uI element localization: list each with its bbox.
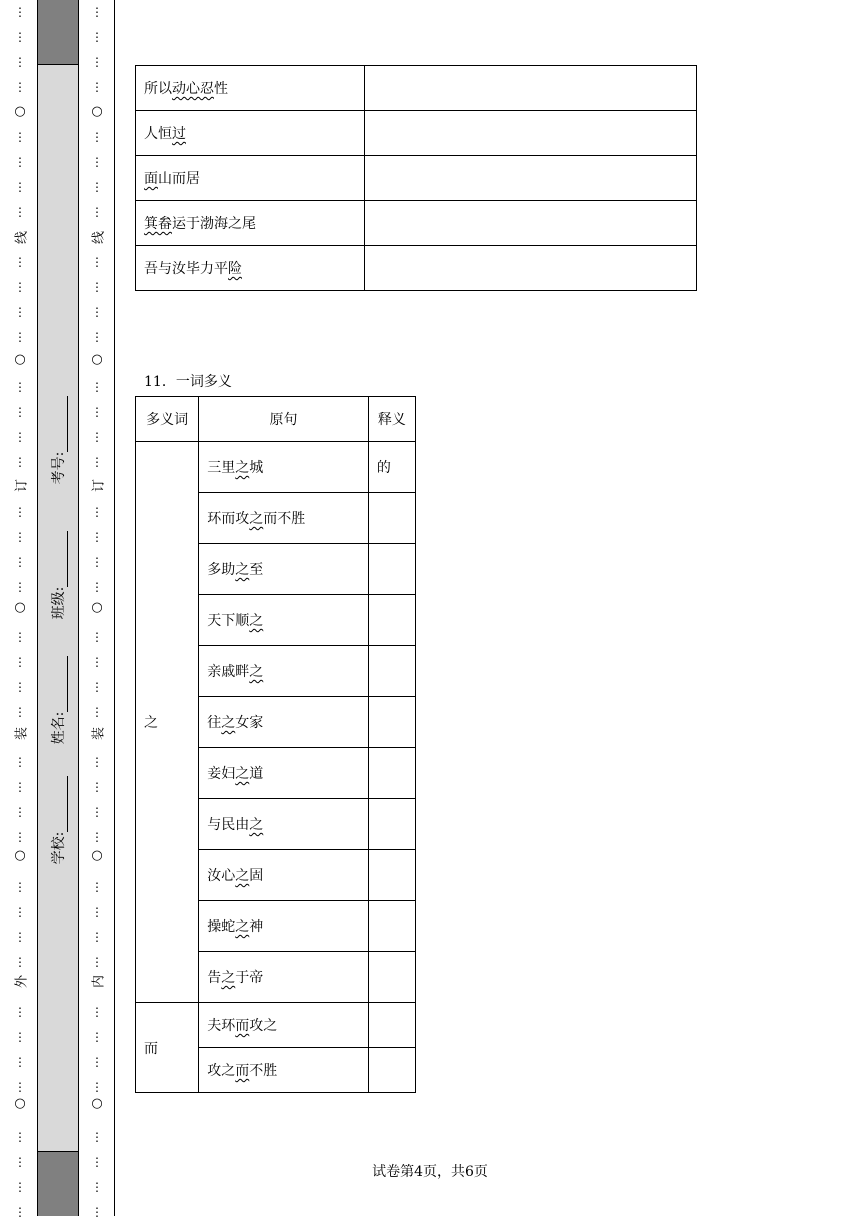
binding-mark: 线 bbox=[91, 231, 107, 245]
phrase-cell bbox=[136, 156, 365, 201]
binding-dots: ⋮ bbox=[91, 630, 103, 644]
binding-dots: ⋮ bbox=[14, 55, 26, 69]
binding-mark: 外 bbox=[14, 975, 30, 989]
emphasized-word: 之 bbox=[249, 664, 264, 680]
school-field[interactable] bbox=[48, 760, 68, 880]
binding-dots: ⋮ bbox=[14, 805, 26, 819]
binding-dots: ⋮ bbox=[91, 780, 103, 794]
binding-dots: ⋮ bbox=[91, 505, 103, 519]
word-meaning-table bbox=[135, 65, 697, 291]
phrase-text: 汝心 bbox=[207, 868, 236, 884]
binding-dots: ⋮ bbox=[14, 1005, 26, 1019]
meaning-cell[interactable] bbox=[368, 544, 415, 595]
binding-mark: 线 bbox=[14, 231, 30, 245]
binding-dots: ⋮ bbox=[91, 530, 103, 544]
outer-binding-line bbox=[0, 0, 40, 1219]
binding-dots: ⋮ bbox=[14, 705, 26, 719]
meaning-cell[interactable] bbox=[368, 748, 415, 799]
emphasized-word: 之 bbox=[235, 460, 250, 476]
phrase-text: 妾妇 bbox=[207, 766, 236, 782]
meaning-cell[interactable] bbox=[368, 493, 415, 544]
binding-mark: 装 bbox=[91, 727, 107, 741]
emphasized-word: 之 bbox=[235, 868, 250, 884]
phrase-text: 道 bbox=[249, 766, 264, 782]
binding-dots: ⋮ bbox=[14, 330, 26, 344]
binding-dots: ⋮ bbox=[14, 1030, 26, 1044]
binding-dots: ⋮ bbox=[14, 5, 26, 19]
binding-dots: ⋮ bbox=[14, 155, 26, 169]
binding-dots: ⋮ bbox=[91, 555, 103, 569]
binding-dots: ⋮ bbox=[14, 1180, 26, 1194]
sentence-cell bbox=[199, 595, 369, 646]
phrase-text: 操蛇 bbox=[207, 919, 236, 935]
field-label: 学校: bbox=[51, 831, 67, 865]
emphasized-word: 动心忍 bbox=[172, 81, 214, 97]
page-footer: 试卷第4页，共6页 bbox=[372, 1164, 488, 1180]
emphasized-word: 险 bbox=[228, 261, 242, 277]
binding-dots: ⋮ bbox=[14, 1130, 26, 1144]
emphasized-word: 之 bbox=[249, 511, 264, 527]
phrase-text: 山而居 bbox=[158, 171, 200, 187]
binding-dots: ⋮ bbox=[14, 530, 26, 544]
inner-binding-line bbox=[80, 0, 115, 1219]
field-blank[interactable] bbox=[53, 776, 68, 832]
binding-dots: ⋮ bbox=[91, 680, 103, 694]
phrase-text: 人恒 bbox=[144, 126, 172, 142]
phrase-text: 所以 bbox=[144, 81, 172, 97]
binding-dots: ⋮ bbox=[14, 280, 26, 294]
table-row bbox=[136, 442, 416, 493]
phrase-cell bbox=[136, 111, 365, 156]
phrase-text: 夫环 bbox=[207, 1018, 236, 1034]
binding-dots: ⋮ bbox=[14, 180, 26, 194]
binding-mark: 装 bbox=[14, 727, 30, 741]
binding-dots: ⋮ bbox=[14, 580, 26, 594]
sentence-cell bbox=[199, 952, 369, 1003]
emphasized-word: 之 bbox=[249, 613, 264, 629]
sentence-cell bbox=[199, 493, 369, 544]
sentence-cell bbox=[199, 748, 369, 799]
emphasized-word: 而 bbox=[235, 1063, 250, 1079]
binding-mark: 订 bbox=[91, 479, 107, 493]
emphasized-word: 之 bbox=[235, 766, 250, 782]
phrase-text: 至 bbox=[249, 562, 264, 578]
binding-dots: ⋮ bbox=[91, 130, 103, 144]
binding-dots: ⋮ bbox=[91, 805, 103, 819]
binding-dots: ⋮ bbox=[91, 380, 103, 394]
binding-dots: ⋮ bbox=[14, 30, 26, 44]
field-label: 姓名: bbox=[51, 711, 67, 745]
phrase-text: 攻之 bbox=[249, 1018, 278, 1034]
binding-circle: ○ bbox=[14, 104, 26, 119]
binding-dots: ⋮ bbox=[14, 430, 26, 444]
binding-circle: ○ bbox=[14, 1096, 26, 1111]
binding-dots: ⋮ bbox=[91, 430, 103, 444]
table-row bbox=[136, 201, 697, 246]
column-header: 释义 bbox=[368, 397, 415, 442]
phrase-text: 三里 bbox=[207, 460, 236, 476]
phrase-text: 环而攻 bbox=[207, 511, 250, 527]
binding-dots: ⋮ bbox=[91, 280, 103, 294]
polysemy-word-cell: 而 bbox=[136, 1003, 199, 1093]
binding-dots: ⋮ bbox=[91, 1005, 103, 1019]
meaning-cell[interactable] bbox=[368, 1048, 415, 1093]
binding-dots: ⋮ bbox=[91, 880, 103, 894]
meaning-cell[interactable] bbox=[368, 697, 415, 748]
meaning-cell[interactable] bbox=[368, 850, 415, 901]
binding-dots: ⋮ bbox=[91, 405, 103, 419]
binding-dots: ⋮ bbox=[14, 380, 26, 394]
answer-cell[interactable] bbox=[365, 201, 697, 246]
table-row bbox=[136, 66, 697, 111]
binding-dots: ⋮ bbox=[14, 1080, 26, 1094]
binding-dots: ⋮ bbox=[91, 180, 103, 194]
binding-dots: ⋮ bbox=[91, 1155, 103, 1169]
binding-dots: ⋮ bbox=[91, 5, 103, 19]
binding-dots: ⋮ bbox=[91, 755, 103, 769]
binding-dots: ⋮ bbox=[14, 930, 26, 944]
column-header: 多义词 bbox=[136, 397, 199, 442]
emphasized-word: 之 bbox=[249, 817, 264, 833]
column-header: 原句 bbox=[199, 397, 369, 442]
phrase-text: 于帝 bbox=[235, 970, 264, 986]
emphasized-word: 之 bbox=[221, 715, 236, 731]
binding-dots: ⋮ bbox=[14, 255, 26, 269]
phrase-text: 吾与汝毕力平 bbox=[144, 261, 228, 277]
binding-dots: ⋮ bbox=[14, 830, 26, 844]
meaning-cell[interactable] bbox=[368, 1003, 415, 1048]
emphasized-word: 过 bbox=[172, 126, 186, 142]
phrase-cell bbox=[136, 246, 365, 291]
phrase-text: 女家 bbox=[235, 715, 264, 731]
binding-dots: ⋮ bbox=[14, 555, 26, 569]
sentence-cell bbox=[199, 544, 369, 595]
emphasized-word: 而 bbox=[235, 1018, 250, 1034]
binding-dots: ⋮ bbox=[14, 880, 26, 894]
emphasized-word: 之 bbox=[221, 970, 236, 986]
binding-dots: ⋮ bbox=[14, 680, 26, 694]
binding-circle: ○ bbox=[14, 600, 26, 615]
binding-dots: ⋮ bbox=[14, 1155, 26, 1169]
sentence-cell bbox=[199, 850, 369, 901]
binding-dots: ⋮ bbox=[14, 780, 26, 794]
binding-dots: ⋮ bbox=[14, 505, 26, 519]
sentence-cell bbox=[199, 1048, 369, 1093]
name-field[interactable] bbox=[48, 640, 68, 760]
binding-dots: ⋮ bbox=[14, 1055, 26, 1069]
meaning-cell[interactable] bbox=[368, 952, 415, 1003]
binding-dots: ⋮ bbox=[91, 80, 103, 94]
binding-dots: ⋮ bbox=[91, 955, 103, 969]
binding-circle: ○ bbox=[91, 1096, 103, 1111]
phrase-text: 告 bbox=[207, 970, 222, 986]
binding-dots: ⋮ bbox=[91, 930, 103, 944]
table-row bbox=[136, 246, 697, 291]
binding-dots: ⋮ bbox=[91, 30, 103, 44]
binding-dots: ⋮ bbox=[91, 330, 103, 344]
answer-cell[interactable] bbox=[365, 111, 697, 156]
binding-mark: 订 bbox=[14, 479, 30, 493]
binding-circle: ○ bbox=[14, 352, 26, 367]
binding-dots: ⋮ bbox=[91, 1205, 103, 1219]
emphasized-word: 面 bbox=[144, 171, 158, 187]
field-label: 班级: bbox=[51, 586, 67, 620]
meaning-cell[interactable] bbox=[368, 901, 415, 952]
sentence-cell bbox=[199, 697, 369, 748]
field-label: 考号: bbox=[51, 451, 67, 485]
binding-dots: ⋮ bbox=[14, 130, 26, 144]
binding-mark: 内 bbox=[91, 975, 107, 989]
exam-number-field[interactable] bbox=[48, 380, 68, 500]
table-row bbox=[136, 1003, 416, 1048]
header-row bbox=[136, 397, 416, 442]
binding-dots: ⋮ bbox=[91, 1080, 103, 1094]
phrase-text: 多助 bbox=[207, 562, 236, 578]
emphasized-word: 之 bbox=[235, 562, 250, 578]
meaning-cell[interactable]: 的 bbox=[368, 442, 415, 493]
emphasized-word: 之 bbox=[235, 919, 250, 935]
student-info-band bbox=[37, 0, 79, 1216]
meaning-cell[interactable] bbox=[368, 646, 415, 697]
binding-dots: ⋮ bbox=[14, 205, 26, 219]
binding-dots: ⋮ bbox=[14, 305, 26, 319]
phrase-text: 攻之 bbox=[207, 1063, 236, 1079]
phrase-text: 亲戚畔 bbox=[207, 664, 250, 680]
binding-dots: ⋮ bbox=[91, 655, 103, 669]
emphasized-word: 箕畚 bbox=[144, 216, 172, 232]
binding-dots: ⋮ bbox=[91, 905, 103, 919]
binding-dots: ⋮ bbox=[91, 1130, 103, 1144]
binding-dots: ⋮ bbox=[91, 205, 103, 219]
class-field[interactable] bbox=[48, 515, 68, 635]
phrase-text: 不胜 bbox=[249, 1063, 278, 1079]
answer-cell[interactable] bbox=[365, 156, 697, 201]
sentence-cell bbox=[199, 1003, 369, 1048]
field-blank[interactable] bbox=[53, 656, 68, 712]
binding-dots: ⋮ bbox=[91, 455, 103, 469]
binding-dots: ⋮ bbox=[91, 55, 103, 69]
phrase-text: 天下顺 bbox=[207, 613, 250, 629]
band-top-block bbox=[38, 0, 78, 65]
binding-dots: ⋮ bbox=[91, 830, 103, 844]
binding-dots: ⋮ bbox=[91, 1030, 103, 1044]
binding-dots: ⋮ bbox=[91, 305, 103, 319]
binding-dots: ⋮ bbox=[91, 255, 103, 269]
phrase-cell bbox=[136, 201, 365, 246]
binding-dots: ⋮ bbox=[14, 955, 26, 969]
binding-dots: ⋮ bbox=[14, 405, 26, 419]
sentence-cell bbox=[199, 901, 369, 952]
sentence-cell bbox=[199, 442, 369, 493]
sentence-cell bbox=[199, 799, 369, 850]
meaning-cell[interactable] bbox=[368, 799, 415, 850]
phrase-text: 神 bbox=[249, 919, 264, 935]
binding-dots: ⋮ bbox=[14, 455, 26, 469]
binding-dots: ⋮ bbox=[91, 155, 103, 169]
binding-dots: ⋮ bbox=[91, 1055, 103, 1069]
polysemy-word-cell: 之 bbox=[136, 442, 199, 1003]
binding-dots: ⋮ bbox=[14, 1205, 26, 1219]
binding-dots: ⋮ bbox=[14, 905, 26, 919]
table-row bbox=[136, 111, 697, 156]
binding-circle: ○ bbox=[91, 848, 103, 863]
binding-dots: ⋮ bbox=[14, 755, 26, 769]
binding-dots: ⋮ bbox=[14, 630, 26, 644]
phrase-cell bbox=[136, 66, 365, 111]
binding-circle: ○ bbox=[14, 848, 26, 863]
table-row bbox=[136, 156, 697, 201]
phrase-text: 与民由 bbox=[207, 817, 250, 833]
binding-circle: ○ bbox=[91, 352, 103, 367]
phrase-text: 而不胜 bbox=[263, 511, 306, 527]
field-blank[interactable] bbox=[53, 396, 68, 452]
field-blank[interactable] bbox=[53, 531, 68, 587]
binding-dots: ⋮ bbox=[91, 705, 103, 719]
binding-circle: ○ bbox=[91, 600, 103, 615]
answer-cell[interactable] bbox=[365, 246, 697, 291]
question-title: 11．一词多义 bbox=[144, 374, 232, 390]
answer-cell[interactable] bbox=[365, 66, 697, 111]
polysemy-table bbox=[135, 396, 416, 1093]
binding-dots: ⋮ bbox=[91, 1180, 103, 1194]
phrase-text: 往 bbox=[207, 715, 222, 731]
phrase-text: 运于渤海之尾 bbox=[172, 216, 256, 232]
binding-circle: ○ bbox=[91, 104, 103, 119]
phrase-text: 固 bbox=[249, 868, 264, 884]
meaning-cell[interactable] bbox=[368, 595, 415, 646]
binding-dots: ⋮ bbox=[14, 80, 26, 94]
sentence-cell bbox=[199, 646, 369, 697]
binding-dots: ⋮ bbox=[91, 580, 103, 594]
binding-dots: ⋮ bbox=[14, 655, 26, 669]
phrase-text: 城 bbox=[249, 460, 264, 476]
phrase-text: 性 bbox=[214, 81, 228, 97]
